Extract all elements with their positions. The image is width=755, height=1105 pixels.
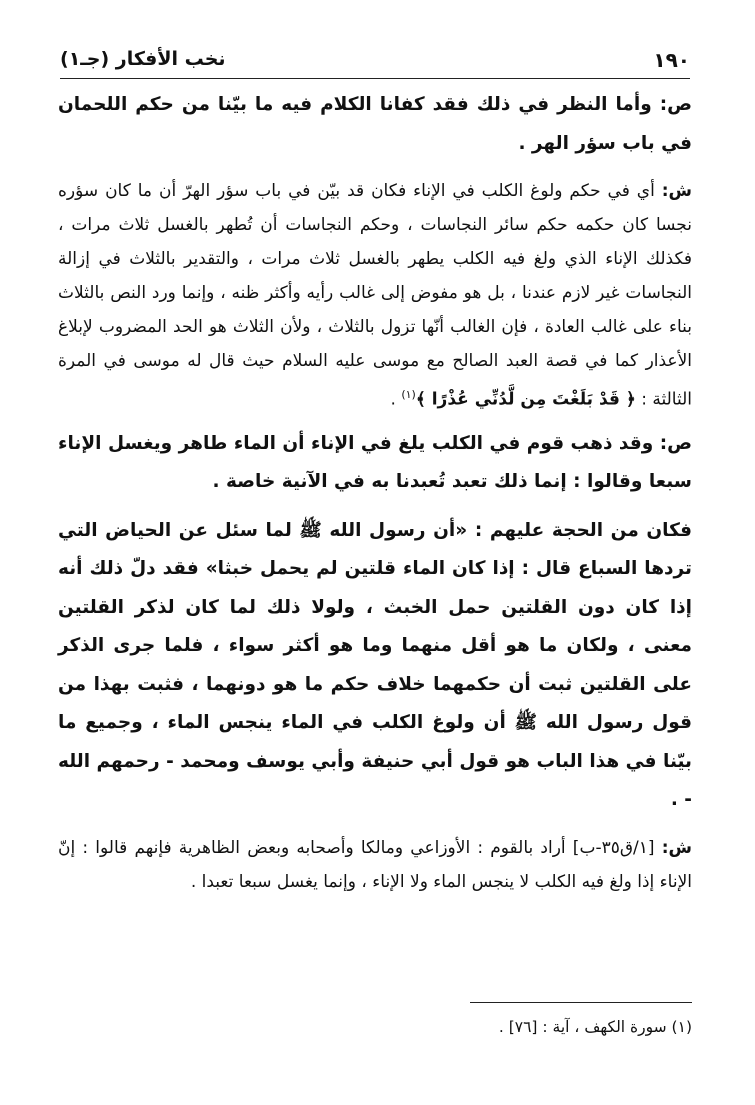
sharh-text: [١/ق٣٥-ب] أراد بالقوم : الأوزاعي ومالكا وأصحابه وبعض الظاهرية فإنهم قالوا : إنّ الإناء إذا ولغ فيه الكلب لا ينجس الماء ولا الإناء ، وإنما يغسل سبعا تعبدا .	[58, 837, 692, 892]
footnote-divider	[470, 1002, 692, 1003]
page-header	[60, 40, 690, 80]
paragraph-matn-3	[58, 512, 692, 820]
header-divider	[60, 78, 690, 79]
sharh-marker: ش:	[661, 181, 693, 201]
footnote: (١) سورة الكهف ، آية : [٧٦] .	[498, 1018, 692, 1036]
matn-text: وأما النظر في ذلك فقد كفانا الكلام فيه ما بيّنا من حكم اللحمان في باب سؤر الهر .	[58, 94, 692, 154]
page-number: ١٩٠	[653, 48, 690, 72]
running-title: نخب الأفكار (جـ١)	[60, 48, 226, 70]
sharh-text: أي في حكم ولوغ الكلب في الإناء فكان قد بيّن في باب سؤر الهرّ أن ما كان سؤره نجسا كان حكمه حكم سائر النجاسات ، وحكم النجاسات أن تُطهر بالغسل ثلاث مرات ، فكذلك الإناء الذي ولغ فيه الكلب يطهر بالغسل ثلاث مرات ، والتقدير بالثلاث في إزالة النجاسات غير لازم عندنا ، بل هو مفوض إلى غالب رأيه وأكثر ظنه ، وإنما ورد النص بالثلاث بناء على غالب العادة ، فإن الغالب أنّها تزول بالثلاث ، ولأن الثلاث هو الحد المضروب لإبلاغ الأعذار كما في قصة العبد الصالح مع موسى عليه السلام حيث قال له موسى في المرة الثالثة :	[58, 181, 692, 410]
paragraph-matn-2	[58, 425, 692, 502]
sharh-marker: ش:	[661, 837, 693, 858]
paragraph-sharh-2	[58, 831, 692, 899]
paragraph-matn-1	[58, 86, 692, 163]
quran-verse: ﴿ قَدْ بَلَغْتَ مِن لَّدُنِّي عُذْرًا ﴾	[415, 389, 636, 410]
paragraph-sharh-1	[58, 174, 692, 417]
sentence-end: .	[390, 389, 396, 410]
matn-marker: ص:	[659, 94, 692, 115]
matn-text: وقد ذهب قوم في الكلب يلغ في الإناء أن الماء طاهر ويغسل الإناء سبعا وقالوا : إنما ذلك تعبد تُعبدنا به في الآنية خاصة .	[58, 432, 692, 493]
page-body	[58, 86, 692, 899]
matn-marker: ص:	[659, 432, 692, 454]
footnote-marker: (١)	[401, 388, 416, 401]
matn-text: فكان من الحجة عليهم : «أن رسول الله ﷺ لما سئل عن الحياض التي تردها السباع قال : إذا كان الماء قلتين لم يحمل خبثا» فقد دلّ ذلك أنه إذا كان دون القلتين حمل الخبث ، ولولا ذلك لما كان لذكر القلتين معنى ، ولكان ما هو أقل منهما وما هو أكثر سواء ، فلما جرى الذكر على القلتين ثبت أن حكمهما خلاف حكم ما هو دونهما ، فثبت بهذا من قول رسول الله ﷺ أن ولوغ الكلب في الماء ينجس الماء ، وجميع ما بيّنا في هذا الباب هو قول أبي حنيفة وأبي يوسف ومحمد - رحمهم الله - .	[58, 519, 692, 811]
